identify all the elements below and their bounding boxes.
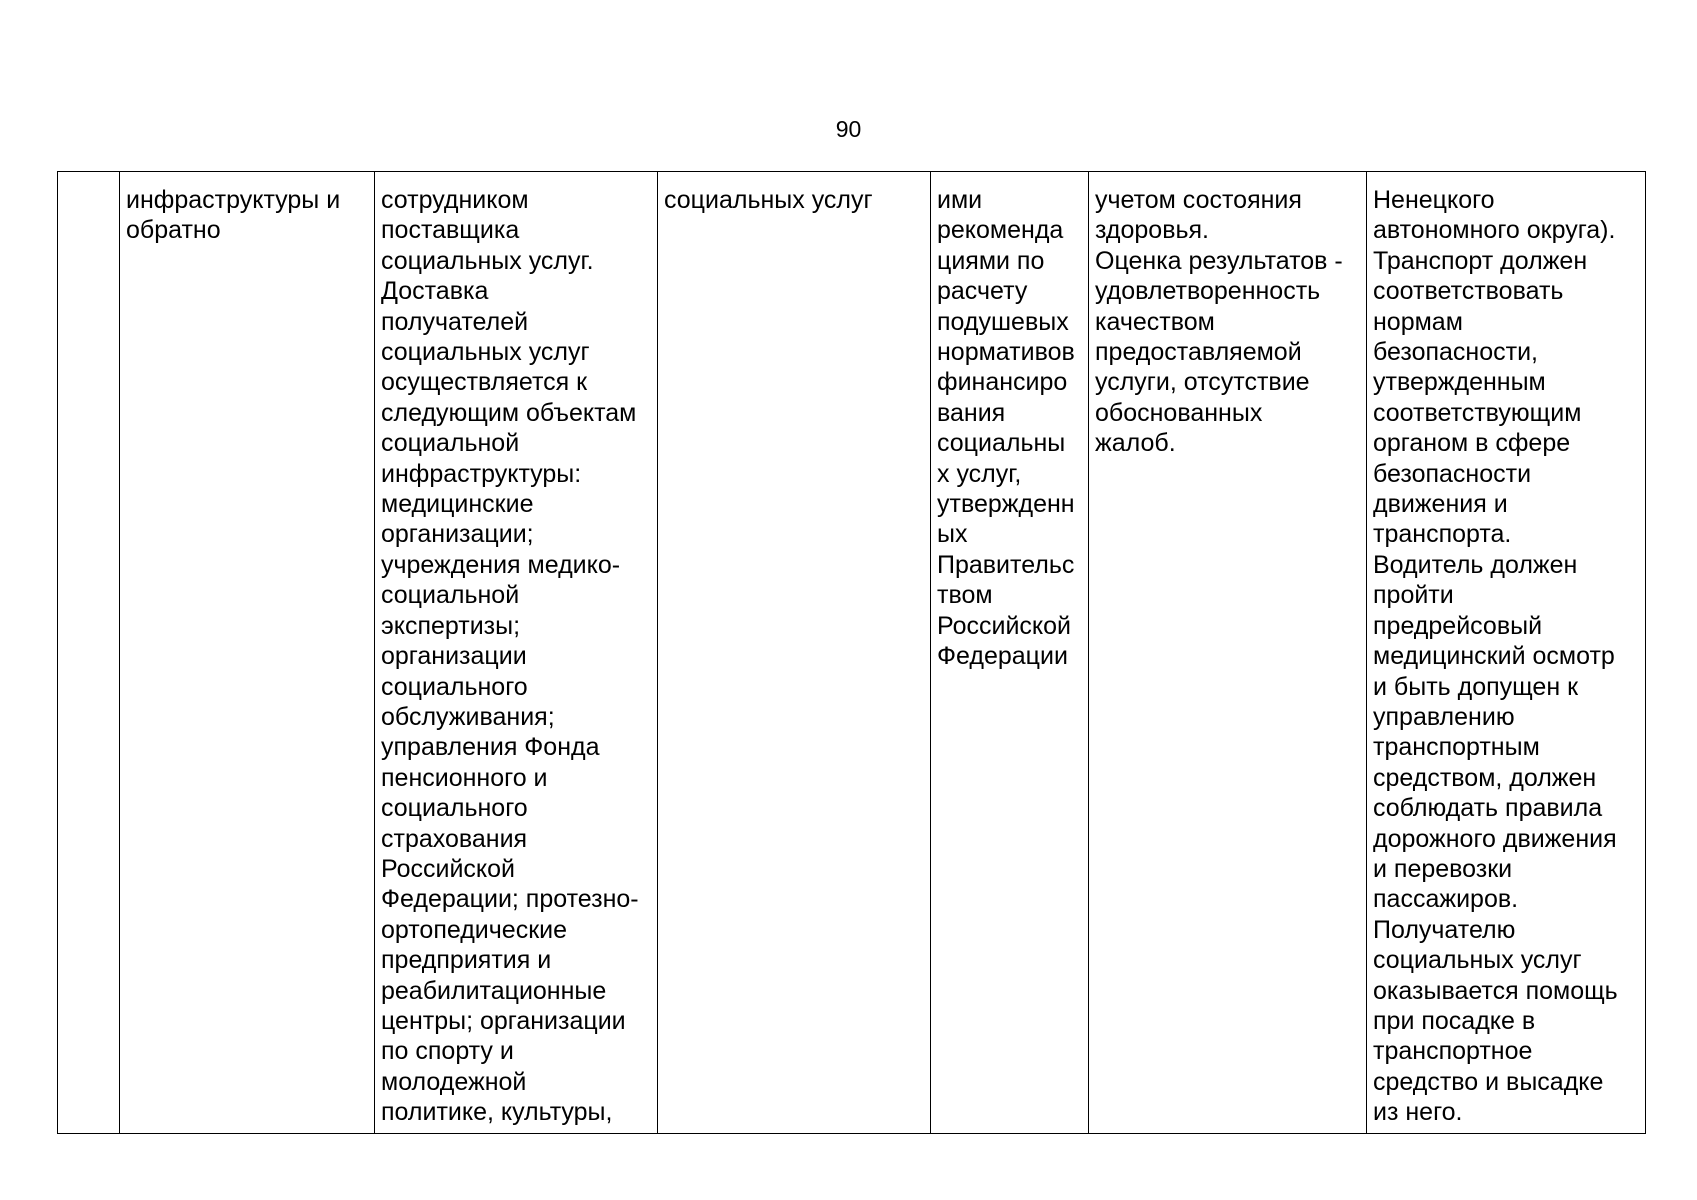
- table-cell-financing: ими рекоменда циями по расчету подушевых нормативов финансиро вания социальны х услуг, утвержденн ых Правительс твом Российской Федерации: [931, 172, 1089, 1134]
- table-cell-conditions: Ненецкого автономного округа). Транспорт должен соответствовать нормам безопасности, утвержденным соответствующим органом в сфере безопасности движения и транспорта. Водитель должен пройти предрейсовый медицинский осмотр и быть допущен к управлению транспортным средством, должен соблюдать правила дорожного движения и перевозки пассажиров. Получателю социальных услуг оказывается помощь при посадке в транспортное средство и высадке из него.: [1367, 172, 1646, 1134]
- table-cell-service-name: инфраструктуры и обратно: [120, 172, 375, 1134]
- table-cell-description: сотрудником поставщика социальных услуг. Доставка получателей социальных услуг осуществляется к следующим объектам социальной инфраструктуры: медицинские организации; учреждения медико- социальной экспертизы; организации социального обслуживания; управления Фонда пенсионного и социального страхования Российской Федерации; протезно- ортопедические предприятия и реабилитационные центры; организации по спорту и молодежной политике, культуры,: [375, 172, 658, 1134]
- services-table: [57, 171, 1646, 1134]
- page-number: 90: [835, 116, 862, 142]
- table-cell-number: [58, 172, 120, 1134]
- table-row: [58, 172, 1646, 1134]
- table-cell-term: социальных услуг: [658, 172, 931, 1134]
- table-cell-evaluation: учетом состояния здоровья. Оценка результатов - удовлетворенность качеством предоставляемой услуги, отсутствие обоснованных жалоб.: [1089, 172, 1367, 1134]
